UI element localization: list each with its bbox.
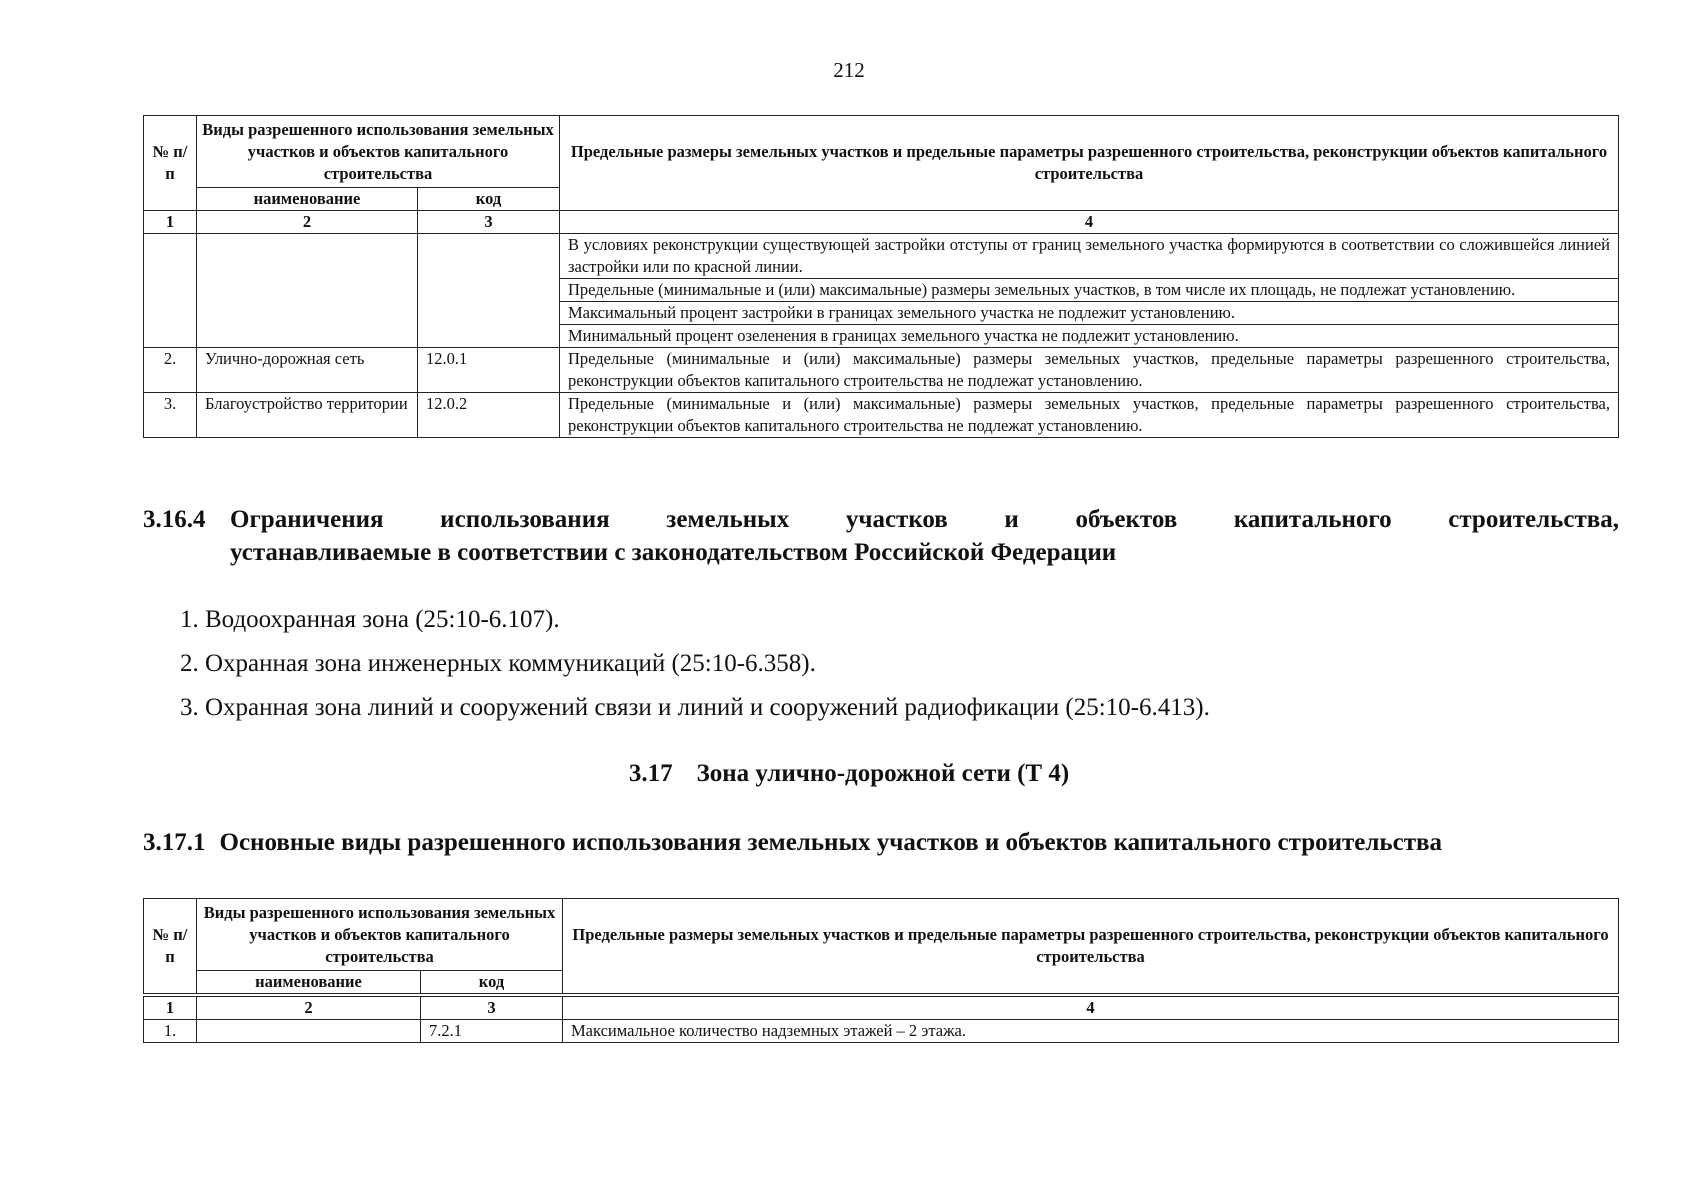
limits-table-t4 xyxy=(143,898,1619,1043)
row-code: 12.0.2 xyxy=(418,393,560,438)
limits-column-header: Предельные размеры земельных участков и предельные параметры разрешенного строительства, реконструкции объектов капитального строительства xyxy=(563,899,1619,994)
table-header-row xyxy=(144,116,1619,188)
table-row xyxy=(144,234,1619,279)
section-title-line2: устанавливаемые в соответствии с законодательством Российской Федерации xyxy=(230,539,1117,566)
limits-column-header: Предельные размеры земельных участков и предельные параметры разрешенного строительства, реконструкции объектов капитального строительства xyxy=(560,116,1619,211)
page-number: 212 xyxy=(833,58,865,82)
row-code: 7.2.1 xyxy=(421,1020,563,1043)
table-row xyxy=(144,393,1619,438)
types-group-header: Виды разрешенного использования земельных участков и объектов капитального строительства xyxy=(197,116,560,188)
section-3164-heading xyxy=(143,503,1619,569)
row-number: 2. xyxy=(144,348,197,393)
column-number: 1 xyxy=(144,211,197,234)
row-name: Благоустройство территории xyxy=(197,393,418,438)
code-column-header: код xyxy=(418,188,560,211)
table-row xyxy=(144,1020,1619,1043)
num-column-header: № п/п xyxy=(144,899,197,994)
row-name: Улично-дорожная сеть xyxy=(197,348,418,393)
column-number: 1 xyxy=(144,997,197,1020)
table-header-row xyxy=(144,899,1619,971)
types-group-header: Виды разрешенного использования земельных участков и объектов капитального строительства xyxy=(197,899,563,971)
column-number-row xyxy=(144,211,1619,234)
column-number: 2 xyxy=(197,997,421,1020)
section-title xyxy=(230,503,1619,569)
column-number: 2 xyxy=(197,211,418,234)
section-title: Основные виды разрешенного использования земельных участков и объектов капитального строительства xyxy=(219,829,1443,856)
row-description: Максимальный процент застройки в границах земельного участка не подлежит установлению. xyxy=(560,302,1619,325)
section-title: Зона улично-дорожной сети (Т 4) xyxy=(696,760,1070,787)
section-number: 3.17 xyxy=(628,760,673,787)
column-number: 3 xyxy=(418,211,560,234)
column-number: 4 xyxy=(560,211,1619,234)
section-number: 3.17.1 xyxy=(143,829,206,856)
row-description: Максимальное количество надземных этажей – 2 этажа. xyxy=(563,1020,1619,1043)
row-name xyxy=(197,1020,421,1043)
row-description: Минимальный процент озеленения в границах земельного участка не подлежит установлению. xyxy=(560,325,1619,348)
row-number: 3. xyxy=(144,393,197,438)
name-column-header: наименование xyxy=(197,188,418,211)
section-3171-heading xyxy=(143,829,1442,857)
section-number: 3.16.4 xyxy=(143,506,206,533)
column-number: 3 xyxy=(421,997,563,1020)
num-column-header: № п/п xyxy=(144,116,197,211)
restrictions-list xyxy=(180,598,1210,730)
row-description: В условиях реконструкции существующей застройки отступы от границ земельного участка формируются в соответствии со сложившейся линией застройки или по красной линии. xyxy=(560,234,1619,279)
list-item: 3. Охранная зона линий и сооружений связи и линий и сооружений радиофикации (25:10-6.413). xyxy=(180,694,1210,721)
code-column-header: код xyxy=(421,971,563,994)
column-number-row xyxy=(144,997,1619,1020)
row-code: 12.0.1 xyxy=(418,348,560,393)
list-item: 1. Водоохранная зона (25:10-6.107). xyxy=(180,606,560,633)
section-317-heading xyxy=(0,760,1698,788)
section-title-line1: Ограничения использования земельных участков и объектов капитального строительства, xyxy=(230,506,1619,533)
name-column-header: наименование xyxy=(197,971,421,994)
column-number: 4 xyxy=(563,997,1619,1020)
list-item: 2. Охранная зона инженерных коммуникаций (25:10-6.358). xyxy=(180,650,816,677)
table-row xyxy=(144,348,1619,393)
row-description: Предельные (минимальные и (или) максимальные) размеры земельных участков, в том числе их площадь, не подлежат установлению. xyxy=(560,279,1619,302)
row-description: Предельные (минимальные и (или) максимальные) размеры земельных участков, предельные параметры разрешенного строительства, реконструкции объектов капитального строительства не подлежат установлению. xyxy=(560,348,1619,393)
limits-table-continued xyxy=(143,115,1619,438)
row-number: 1. xyxy=(144,1020,197,1043)
row-description: Предельные (минимальные и (или) максимальные) размеры земельных участков, предельные параметры разрешенного строительства, реконструкции объектов капитального строительства не подлежат установлению. xyxy=(560,393,1619,438)
